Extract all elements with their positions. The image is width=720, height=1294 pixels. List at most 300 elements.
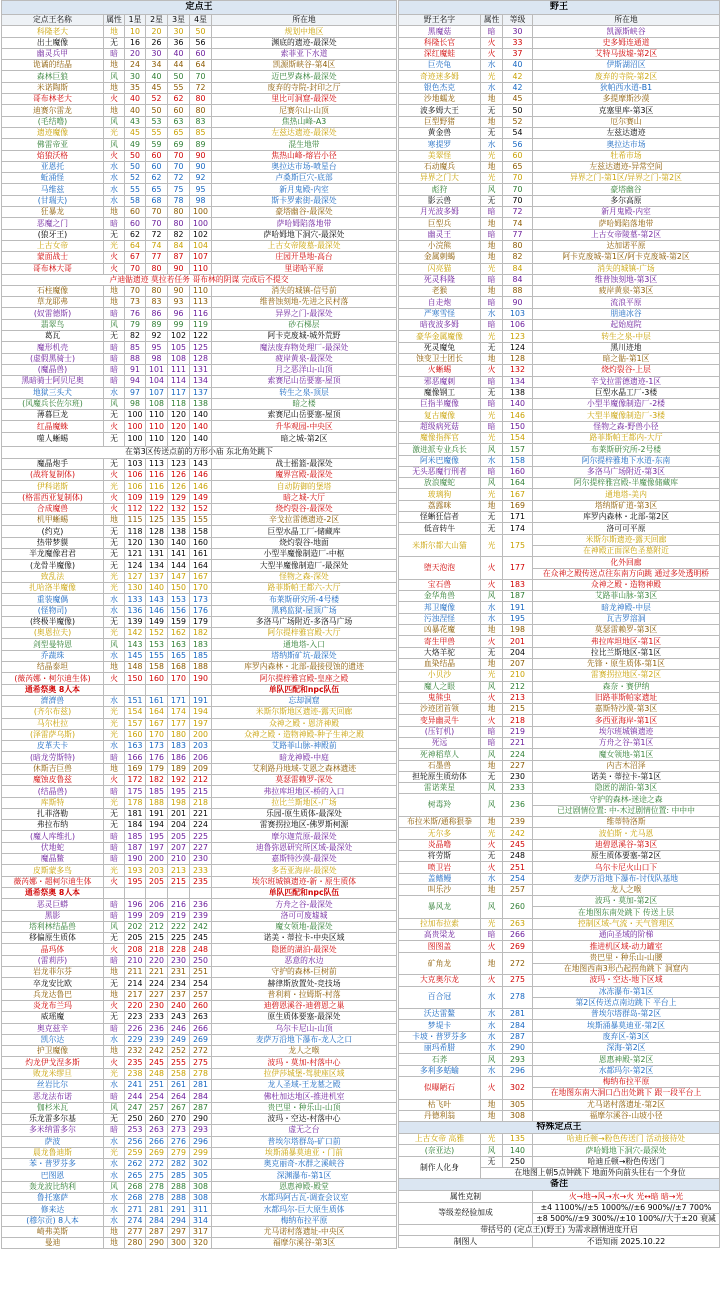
right-header-cell: 属性	[481, 15, 503, 26]
boss-level-star-2: 26	[146, 37, 168, 48]
field-boss-row	[399, 704, 720, 715]
field-boss-name: 影云兽	[399, 195, 481, 206]
field-boss-level: 123	[503, 331, 533, 342]
field-boss-location: 化外回廊	[533, 557, 720, 568]
boss-attr: 水	[104, 184, 125, 195]
boss-level-star-3: 120	[168, 421, 190, 432]
field-boss-name: 无头恶魔行刑者	[399, 466, 481, 477]
field-boss-level: 248	[503, 850, 533, 861]
left-boss-row	[2, 376, 397, 387]
boss-location: 忘却洞窟	[212, 695, 397, 706]
boss-attr: 暗	[104, 752, 125, 763]
boss-level-star-2: 161	[146, 695, 168, 706]
boss-name: 科隆老大	[2, 26, 104, 37]
boss-level-star-4: 160	[190, 537, 212, 548]
field-boss-row	[399, 82, 720, 93]
boss-level-star-2: 236	[146, 1023, 168, 1034]
special-attr: 风	[481, 1145, 503, 1156]
field-boss-attr: 暗	[481, 320, 503, 331]
field-boss-location: 深海-第2区	[533, 1043, 720, 1054]
boss-location: 迪碧恩溪谷-迪碧恩之巢	[212, 1000, 397, 1011]
field-boss-attr: 暗	[481, 26, 503, 37]
field-boss-name: 丹德利翁	[399, 1110, 481, 1121]
left-boss-row	[2, 560, 397, 571]
special-location: 哈迪丘顿→粉色传送门 活动接待处	[533, 1134, 720, 1145]
field-boss-attr: 光	[481, 489, 503, 500]
field-boss-row	[399, 252, 720, 263]
boss-level-star-2: 128	[146, 526, 168, 537]
boss-location: 塔纳斯矿坑-最深处	[212, 650, 397, 661]
field-boss-row	[399, 1043, 720, 1054]
boss-level-star-1: 195	[125, 876, 146, 887]
boss-level-star-1: 94	[125, 376, 146, 387]
boss-location: 异界之门-最深处	[212, 308, 397, 319]
field-boss-location: 库罗内森林・北部-第2区	[533, 512, 720, 523]
boss-location: 渊底的遗迹-最深处	[212, 37, 397, 48]
field-boss-row	[399, 1054, 720, 1065]
boss-level-star-1: 280	[125, 1238, 146, 1249]
attr-label: 属性克制	[399, 1191, 533, 1202]
boss-level-star-2: 83	[146, 297, 168, 308]
boss-level-star-2: 119	[146, 492, 168, 503]
field-boss-row	[399, 139, 720, 150]
boss-name: (终极半魔像)	[2, 616, 104, 627]
boss-attr: 火	[104, 492, 125, 503]
left-boss-row	[2, 571, 397, 582]
field-boss-name: 大烙羊驼	[399, 647, 481, 658]
boss-name: 丝岩比尔	[2, 1080, 104, 1091]
boss-level-star-3: 279	[168, 1147, 190, 1158]
boss-level-star-1: 205	[125, 933, 146, 944]
boss-attr: 光	[104, 240, 125, 251]
field-boss-attr: 风	[481, 896, 503, 919]
field-boss-level: 52	[503, 116, 533, 127]
field-boss-location: 拉比兰斯地区-第1区	[533, 647, 720, 658]
boss-name: 伽杉米瓦	[2, 1102, 104, 1113]
field-boss-location: 瓦吉罗溶洞	[533, 613, 720, 624]
boss-level-star-2: 245	[146, 1057, 168, 1068]
left-boss-row	[2, 1046, 397, 1057]
boss-level-star-3: 189	[168, 763, 190, 774]
field-boss-name: 石墨兽	[399, 760, 481, 771]
field-boss-name: 变异幽灵牛	[399, 715, 481, 726]
boss-location: 梅纳布拉平原	[212, 1215, 397, 1226]
boss-level-star-4: 72	[190, 82, 212, 93]
boss-location: 莫瑟雷赖罗-深处	[212, 775, 397, 786]
boss-name: 红晶魔蛛	[2, 421, 104, 432]
field-boss-attr: 暗	[481, 274, 503, 285]
boss-level-star-4: 182	[190, 628, 212, 639]
field-boss-name: 凶暴花魔	[399, 625, 481, 636]
boss-level-star-2: 131	[146, 549, 168, 560]
boss-name: (战将复制体)	[2, 469, 104, 480]
boss-level-star-1: 172	[125, 775, 146, 786]
boss-level-star-3: 249	[168, 1034, 190, 1045]
field-boss-location: 艾路菲山脉-第3区	[533, 591, 720, 602]
boss-name: (奴雷德斯)	[2, 308, 104, 319]
boss-level-star-4: 100	[190, 207, 212, 218]
boss-level-star-3: 30	[168, 26, 190, 37]
field-boss-name: 魔像指挥官	[399, 432, 481, 443]
boss-level-star-2: 220	[146, 955, 168, 966]
left-note: 卢迪骷遗迹 莫拉若任务 哥布林的阴谋 完成后不提交	[2, 274, 397, 285]
field-boss-attr: 火	[481, 1076, 503, 1099]
field-boss-name: 奇迹迷多姆	[399, 71, 481, 82]
boss-attr: 暗	[104, 786, 125, 797]
field-boss-row	[399, 930, 720, 941]
boss-name: 魔蚀皮鲁兹	[2, 775, 104, 786]
boss-level-star-2: 134	[146, 560, 168, 571]
field-boss-name: 石动魔兵	[399, 161, 481, 172]
boss-attr: 暗	[104, 842, 125, 853]
boss-name: 佛雷帝亚	[2, 139, 104, 150]
boss-level-star-1: 199	[125, 910, 146, 921]
special-note: 在地图上朝5点钟跳下 地面外向前头往右一个身位	[481, 1167, 720, 1178]
left-boss-row	[2, 60, 397, 71]
boss-level-star-2: 158	[146, 662, 168, 673]
boss-attr: 暗	[104, 955, 125, 966]
left-boss-row	[2, 1181, 397, 1192]
boss-name: 遗迹魔像	[2, 127, 104, 138]
boss-attr: 地	[104, 967, 125, 978]
boss-level-star-3: 87	[168, 252, 190, 263]
boss-attr: 无	[104, 432, 125, 446]
boss-attr: 无	[104, 37, 125, 48]
field-boss-location: 守护的森林-迷途之森	[533, 794, 720, 805]
field-boss-location: 乌尔卡尼火山口下	[533, 862, 720, 873]
field-boss-name: 死远	[399, 738, 481, 749]
field-boss-level: 157	[503, 444, 533, 455]
boss-location: 阿卡克废城-城外荒野	[212, 331, 397, 342]
boss-level-star-4: 164	[190, 560, 212, 571]
boss-location: 弗拉库坦地区-桥的入口	[212, 786, 397, 797]
boss-name: 炎龙布兰玛	[2, 1000, 104, 1011]
field-boss-level: 175	[503, 534, 533, 557]
field-boss-name: 黄金兽	[399, 127, 481, 138]
boss-level-star-4: 140	[190, 421, 212, 432]
field-boss-name: 彪狩	[399, 184, 481, 195]
field-boss-level: 251	[503, 862, 533, 873]
remarks-author-row	[399, 1236, 720, 1247]
boss-level-star-1: 121	[125, 549, 146, 560]
field-boss-row	[399, 478, 720, 489]
boss-level-star-2: 257	[146, 1102, 168, 1113]
left-boss-row	[2, 605, 397, 616]
boss-attr: 暗	[104, 308, 125, 319]
boss-name: (龙骨半魔像)	[2, 560, 104, 571]
boss-attr: 光	[104, 729, 125, 740]
boss-attr: 无	[104, 820, 125, 831]
left-boss-row	[2, 1215, 397, 1226]
field-boss-attr: 地	[481, 1099, 503, 1110]
boss-location: 普埃尔塔群岛-矿口前	[212, 1136, 397, 1147]
field-boss-level: 171	[503, 512, 533, 523]
field-boss-attr: 暗	[481, 229, 503, 240]
boss-attr: 暗	[104, 218, 125, 229]
boss-level-star-4: 287	[190, 1102, 212, 1113]
boss-level-star-1	[125, 684, 146, 695]
boss-attr: 光	[104, 1147, 125, 1158]
left-boss-row	[2, 537, 397, 548]
field-boss-name: 将劳斯	[399, 850, 481, 861]
boss-level-star-4: 90	[190, 150, 212, 161]
boss-level-star-2: 143	[146, 594, 168, 605]
field-boss-attr: 地	[481, 353, 503, 364]
field-boss-level: 287	[503, 1031, 533, 1042]
field-boss-location: 巨型水晶工厂-3楼	[533, 387, 720, 398]
boss-name: (结晶兽)	[2, 786, 104, 797]
field-boss-attr: 暗	[481, 738, 503, 749]
field-boss-name: 梦堤卡	[399, 1020, 481, 1031]
boss-attr: 无	[104, 526, 125, 537]
field-boss-row	[399, 60, 720, 71]
left-boss-row	[2, 628, 397, 639]
field-boss-name: 堕天泡泡	[399, 557, 481, 580]
boss-level-star-4: 308	[190, 1192, 212, 1203]
boss-level-star-4: 183	[190, 639, 212, 650]
boss-location: 水都玛阿古瓦-调查会议室	[212, 1192, 397, 1203]
field-boss-location: 烧灼裂谷-上层	[533, 365, 720, 376]
right-header-cell: 野王名字	[399, 15, 481, 26]
field-boss-name: 百合冠	[399, 986, 481, 1009]
boss-level-star-1: 210	[125, 955, 146, 966]
boss-location: 普利莉・拉姆斯-村落	[212, 989, 397, 1000]
boss-location: 阿尔提梓雅宫殿-大厅	[212, 628, 397, 639]
left-header-cell: 属性	[104, 15, 125, 26]
boss-level-star-1: 100	[125, 421, 146, 432]
field-boss-extra-note: 在地图东南大洞口凸出处跳下 跟一段平台上	[533, 1088, 720, 1099]
boss-level-star-1: 67	[125, 252, 146, 263]
boss-level-star-1: 50	[125, 161, 146, 172]
boss-level-star-3	[168, 684, 190, 695]
right-header-row	[399, 15, 720, 26]
field-boss-location: 朋迪冰谷	[533, 308, 720, 319]
field-boss-name: 雷诺莱星	[399, 783, 481, 794]
boss-level-star-4: 272	[190, 1046, 212, 1057]
boss-level-star-3: 243	[168, 1012, 190, 1023]
field-boss-location: 暗龙神殿-中层	[533, 602, 720, 613]
field-boss-row	[399, 771, 720, 782]
field-boss-row	[399, 410, 720, 421]
field-boss-attr: 地	[481, 116, 503, 127]
special-title: 特殊定点王	[399, 1122, 720, 1134]
boss-level-star-3: 84	[168, 240, 190, 251]
boss-level-star-1: 184	[125, 820, 146, 831]
field-boss-level: 275	[503, 975, 533, 986]
boss-location: 尼赛尔山-山顶	[212, 105, 397, 116]
boss-attr: 地	[104, 1238, 125, 1249]
boss-level-star-1: 247	[125, 1102, 146, 1113]
boss-level-star-2: 160	[146, 673, 168, 684]
boss-level-star-2: 95	[146, 342, 168, 353]
field-boss-level: 132	[503, 365, 533, 376]
boss-level-star-1: 40	[125, 94, 146, 105]
boss-level-star-4: 122	[190, 331, 212, 342]
field-boss-attr: 火	[481, 557, 503, 580]
boss-level-star-2: 194	[146, 820, 168, 831]
boss-location: 阿尔提梓雅宫殿-皇座之殿	[212, 673, 397, 684]
left-boss-row	[2, 398, 397, 409]
boss-level-star-4: 146	[190, 469, 212, 480]
boss-attr: 水	[104, 741, 125, 752]
boss-location: 辛戈拉雷德遗迹-2区	[212, 515, 397, 526]
field-boss-attr: 水	[481, 873, 503, 884]
paren-note: 带括号的 (定点王)(野王) 为需求剧情进度开启	[399, 1225, 720, 1236]
field-boss-attr: 水	[481, 986, 503, 1009]
boss-location: 通地塔-入口	[212, 639, 397, 650]
field-boss-level: 42	[503, 82, 533, 93]
field-boss-name: 寄生甲兽	[399, 636, 481, 647]
boss-name: (穆尔贡) 8人本	[2, 1215, 104, 1226]
field-boss-row	[399, 884, 720, 895]
boss-level-star-1: 166	[125, 752, 146, 763]
field-boss-location: 伊斯湖沼区	[533, 60, 720, 71]
boss-location: 里比可洞窟-最深处	[212, 94, 397, 105]
boss-name: 苯・普罗芬多	[2, 1159, 104, 1170]
boss-level-star-4: 131	[190, 364, 212, 375]
field-boss-level: 88	[503, 286, 533, 297]
boss-name: 恶龙法布诺	[2, 1091, 104, 1102]
field-boss-attr: 地	[481, 658, 503, 669]
field-boss-attr: 火	[481, 839, 503, 850]
boss-level-star-4: 305	[190, 1170, 212, 1181]
attr-value: 火→地→风→水→火 光↔暗 暗→光	[533, 1191, 720, 1202]
boss-name: 多米纳雷多尔	[2, 1125, 104, 1136]
field-boss-level: 56	[503, 139, 533, 150]
boss-name: (格雷西亚复制体)	[2, 492, 104, 503]
boss-attr: 火	[104, 944, 125, 955]
special-location: 萨哈姆地下洞穴-最深处	[533, 1145, 720, 1156]
boss-location: 单队匹配和npc队伍	[212, 887, 397, 898]
boss-attr: 火	[104, 876, 125, 887]
boss-level-star-3: 93	[168, 297, 190, 308]
boss-level-star-1: 256	[125, 1136, 146, 1147]
remarks-paren-row	[399, 1225, 720, 1236]
boss-level-star-3: 300	[168, 1238, 190, 1249]
boss-level-star-4	[190, 887, 212, 898]
right-title-row	[399, 1, 720, 15]
field-boss-level: 236	[503, 794, 533, 817]
boss-location: 路菲斯帕王都六-大厅	[212, 582, 397, 593]
field-boss-attr: 风	[481, 591, 503, 602]
boss-level-star-1: 118	[125, 526, 146, 537]
field-boss-attr: 火	[481, 715, 503, 726]
field-boss-row	[399, 1009, 720, 1020]
field-boss-attr: 风	[481, 794, 503, 817]
field-boss-location: 辛戈拉雷德遗迹-1区	[533, 376, 720, 387]
boss-location: 拉伊莎城堡-驾驶座区域	[212, 1068, 397, 1079]
field-boss-level: 201	[503, 636, 533, 647]
boss-name: (怪物司)	[2, 605, 104, 616]
boss-level-star-2: 254	[146, 1091, 168, 1102]
boss-level-star-1: 232	[125, 1046, 146, 1057]
boss-level-star-3: 291	[168, 1204, 190, 1215]
field-boss-level: 60	[503, 150, 533, 161]
field-boss-level: 124	[503, 342, 533, 353]
field-boss-row	[399, 681, 720, 692]
boss-level-star-2: 182	[146, 775, 168, 786]
boss-attr: 暗	[104, 899, 125, 910]
left-boss-row	[2, 469, 397, 480]
field-boss-attr: 光	[481, 331, 503, 342]
boss-level-star-3: 177	[168, 718, 190, 729]
field-boss-row	[399, 320, 720, 331]
left-boss-row	[2, 161, 397, 172]
boss-level-star-4: 314	[190, 1215, 212, 1226]
boss-attr: 水	[104, 650, 125, 661]
field-boss-name: 豪华金属魔像	[399, 331, 481, 342]
left-boss-row	[2, 503, 397, 514]
boss-name: 马维兹	[2, 184, 104, 195]
boss-location: 虚无之台	[212, 1125, 397, 1136]
boss-level-star-2: 227	[146, 989, 168, 1000]
left-boss-row	[2, 921, 397, 932]
boss-attr: 地	[104, 285, 125, 296]
boss-level-star-1: 100	[125, 410, 146, 421]
field-boss-attr: 火	[481, 37, 503, 48]
left-boss-row	[2, 775, 397, 786]
boss-level-star-4: 227	[190, 842, 212, 853]
field-boss-attr: 暗	[481, 399, 503, 410]
boss-name: 噬人蜥蜴	[2, 432, 104, 446]
boss-level-star-1: 52	[125, 173, 146, 184]
boss-location: 雷赛拐拉地区-佛罗斯柯源	[212, 820, 397, 831]
boss-level-star-2: 70	[146, 218, 168, 229]
boss-attr: 风	[104, 921, 125, 932]
boss-name: (泽雷萨乌斯)	[2, 729, 104, 740]
boss-level-star-3: 75	[168, 184, 190, 195]
field-boss-name: 担轮原生质幼体	[399, 771, 481, 782]
left-boss-row	[2, 707, 397, 718]
boss-location: 凯源斯峡谷-第4区	[212, 60, 397, 71]
field-boss-attr: 暗	[481, 207, 503, 218]
boss-level-star-1: 271	[125, 1204, 146, 1215]
field-boss-location: 异界之门-第1区/异界之门-第2区	[533, 173, 720, 184]
boss-level-star-4: 194	[190, 707, 212, 718]
boss-level-star-2: 275	[146, 1170, 168, 1181]
boss-location: 豪塔幽谷-最深处	[212, 207, 397, 218]
field-boss-location: 豪塔幽谷	[533, 184, 720, 195]
boss-name: 哥布林老大	[2, 94, 104, 105]
field-boss-attr: 无	[481, 387, 503, 398]
boss-attr: 风	[104, 139, 125, 150]
boss-level-star-1: 143	[125, 639, 146, 650]
boss-location: 奥克丽奇-水群之溪峡谷	[212, 1159, 397, 1170]
boss-level-star-3: 285	[168, 1170, 190, 1181]
boss-level-star-2: 200	[146, 854, 168, 865]
boss-level-star-2: 101	[146, 364, 168, 375]
boss-name: 出土魔像	[2, 37, 104, 48]
field-boss-level: 103	[503, 308, 533, 319]
boss-level-star-2: 110	[146, 410, 168, 421]
field-boss-name: 枯飞叶	[399, 1099, 481, 1110]
boss-level-star-4: 110	[190, 285, 212, 296]
boss-level-star-3: 230	[168, 955, 190, 966]
field-boss-location: 艾特马拔墟-第2区	[533, 48, 720, 59]
left-boss-row	[2, 319, 397, 330]
boss-level-star-4: 257	[190, 989, 212, 1000]
field-boss-level: 74	[503, 218, 533, 229]
boss-level-star-2: 215	[146, 933, 168, 944]
boss-level-star-4: 80	[190, 105, 212, 116]
field-boss-row	[399, 738, 720, 749]
boss-location: 焦热山峰-熔岩小径	[212, 150, 397, 161]
boss-location: 库罗内森林・北部-最接侵蚀的遗迹	[212, 662, 397, 673]
boss-level-star-2	[146, 887, 168, 898]
field-boss-location: 米斯尔斯遗迹-露天回廊	[533, 534, 720, 545]
left-boss-row	[2, 1102, 397, 1113]
boss-location: 赫律斯放置处-竞技场	[212, 978, 397, 989]
